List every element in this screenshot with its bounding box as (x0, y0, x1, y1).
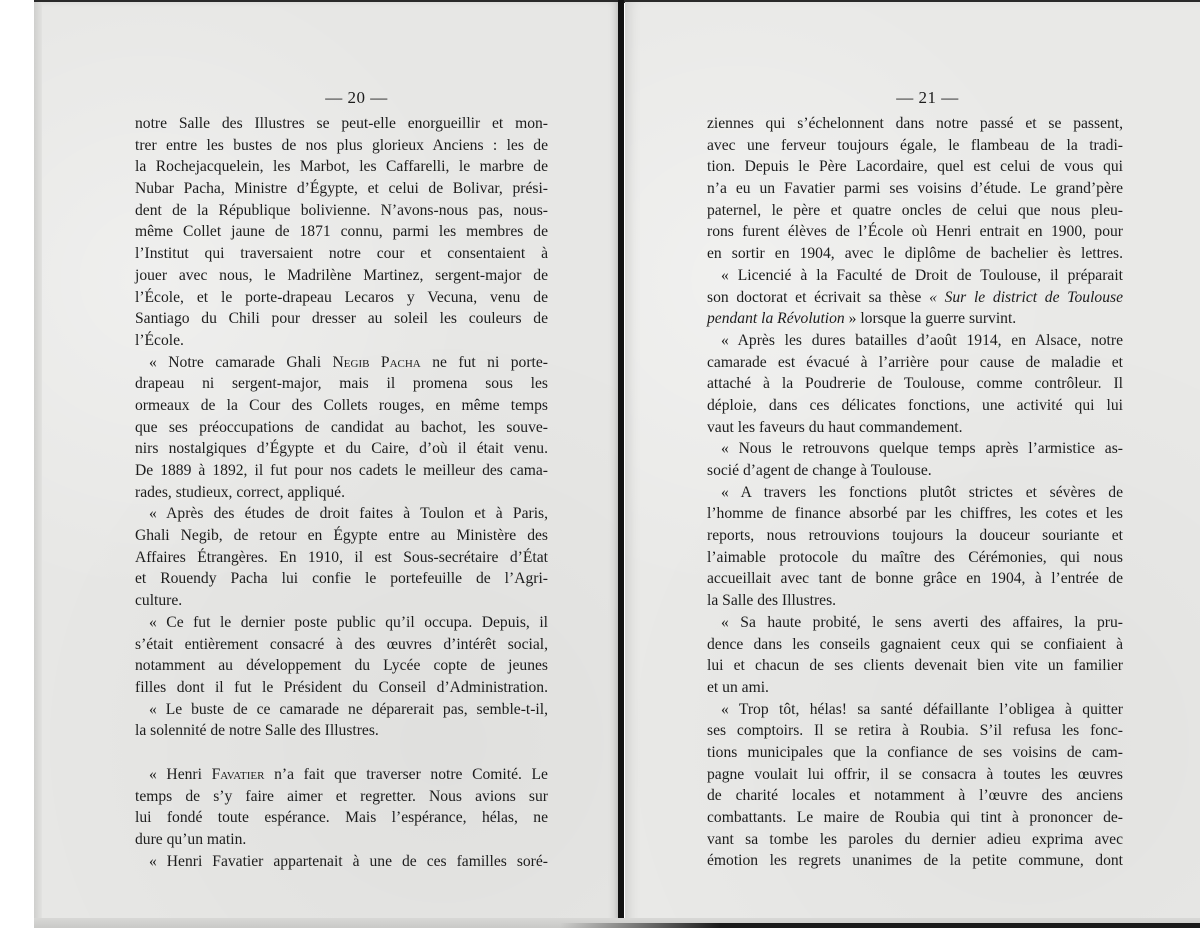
text-line: avec une ferveur toujours égale, le flambeau de la tradi- (707, 136, 1123, 154)
text-line: la Salle des Illustres. (707, 592, 837, 610)
text-line: « Après les dures batailles d’août 1914, en Alsace, notre (721, 331, 1123, 349)
text-line: rades, studieux, correct, appliqué. (135, 483, 346, 501)
text-line: et Rouendy Pacha lui confie le portefeuille de l’Agri- (135, 570, 548, 588)
left-page (34, 2, 619, 928)
text-fragment: n’a fait que traverser notre Comité. Le (264, 765, 548, 783)
text-line: dent de la République bolivienne. N’avons-nous pas, nous- (135, 201, 548, 219)
text-line: notre Salle des Illustres se peut-elle enorgueillir et mon- (135, 115, 548, 132)
text-line: déploie, dans ces délicates fonctions, une activité qui lui (707, 396, 1123, 414)
text-line: l’homme de finance absorbé par les chiffres, les cotes et les (707, 505, 1123, 523)
text-line: filles dont il fut le Président du Conseil d’Administration. (135, 678, 548, 696)
right-page-body (707, 113, 1123, 872)
text-line: en sortir en 1904, avec le diplôme de bachelier ès lettres. (707, 245, 1123, 263)
text-line: tion. Depuis le Père Lacordaire, quel est celui de vous qui (707, 158, 1123, 176)
small-caps-name: Favatier (211, 765, 265, 783)
text-line: reports, nous retrouvions toujours la douceur souriante et (707, 527, 1123, 545)
text-line: culture. (135, 592, 183, 610)
text-line: que ses préoccupations de candidat au bachot, les souve- (135, 418, 548, 436)
left-page-body (135, 113, 548, 872)
text-line: même Collet jaune de 1871 connu, parmi les membres de (135, 223, 548, 241)
text-line: nirs nostalgiques d’Égypte et du Caire, d’où il était venu. (135, 440, 548, 458)
text-line (135, 352, 548, 374)
text-fragment: « Notre camarade Ghali (149, 353, 333, 371)
text-line: accueillait avec tant de bonne grâce en 1904, à l’entrée de (707, 570, 1123, 588)
text-line: l’École. (135, 331, 184, 349)
text-line (707, 287, 1123, 309)
text-line: « Ce fut le dernier poste public qu’il occupa. Depuis, il (149, 613, 548, 631)
right-page (625, 2, 1200, 928)
text-line: temps de s’y faire aimer et regretter. Nous avions sur (135, 787, 548, 805)
italic-title: pendant la Révolution (707, 310, 845, 328)
page-number-right: — 21 — (896, 88, 959, 107)
book-gutter (618, 0, 624, 928)
text-line: « Henri Favatier appartenait à une de ces familles soré- (149, 852, 548, 870)
text-line: de charité locales et notamment à l’œuvre des anciens (707, 787, 1123, 805)
text-line: « Le buste de ce camarade ne déparerait pas, semble-t-il, (149, 700, 548, 718)
text-fragment: « Henri (149, 765, 212, 783)
text-line: dence dans les conseils gagnaient ceux qui se confiaient à (707, 635, 1123, 653)
text-line: Affaires Étrangères. En 1910, il est Sous-secrétaire d’État (135, 548, 548, 566)
text-line: Ghali Negib, de retour en Égypte entre au Ministère des (135, 527, 548, 545)
text-line: drapeau ni sergent-major, mais il promena sous les (135, 375, 548, 393)
text-line: n’a eu un Favatier parmi ses voisins d’étude. Le grand’père (707, 180, 1123, 198)
text-line: s’était entièrement consacré à des œuvres d’intérêt social, (135, 635, 548, 653)
text-line: « Trop tôt, hélas! sa santé défaillante l’obligea à quitter (721, 700, 1123, 718)
text-line: vaut les faveurs du haut commandement. (707, 418, 963, 436)
text-line: tions municipales que la confiance de ses voisins de cam- (707, 743, 1123, 761)
text-line: Santiago du Chili pour dresser au soleil les couleurs de (135, 310, 548, 328)
text-line: jouer avec nous, le Madrilène Martinez, sergent-major de (135, 266, 548, 284)
text-line: et un ami. (707, 678, 769, 696)
italic-title: « Sur le district de Toulouse (929, 288, 1123, 306)
text-line: rons furent élèves de l’École où Henri entrait en 1900, pour (707, 223, 1123, 241)
text-line: « Sa haute probité, le sens averti des affaires, la pru- (721, 613, 1123, 631)
text-line: lui et chacun de ses clients devenait bien vite un familier (707, 657, 1123, 675)
text-line: la Rochejacquelein, les Marbot, les Caffarelli, le marbre de (135, 158, 548, 176)
text-line (707, 308, 1123, 330)
text-line: dure qu’un matin. (135, 831, 247, 848)
text-line: paternel, le père et quatre oncles de celui que nous pleu- (707, 201, 1123, 219)
scan-bottom-shadow (560, 923, 1200, 928)
text-line: « Après des études de droit faites à Toulon et à Paris, (149, 505, 548, 523)
text-line: « Licencié à la Faculté de Droit de Toulouse, il préparait (721, 266, 1123, 284)
text-line: l’Institut qui traversaient notre cour et consentaient à (135, 245, 548, 263)
text-fragment: ne fut ni porte- (420, 353, 548, 371)
left-page-edge (34, 2, 42, 920)
text-line: l’aimable protocole du maître des Cérémonies, qui nous (707, 548, 1123, 566)
paragraph-gap (135, 742, 548, 764)
text-line: notamment au développement du Lycée copte de jeunes (135, 657, 548, 675)
text-line: pagne voulait lui offrir, il se consacra à toutes les œuvres (707, 765, 1123, 783)
small-caps-name: Negib Pacha (332, 353, 421, 371)
text-line: vant sa tombe les paroles du dernier adieu exprima avec (707, 830, 1123, 848)
text-fragment: » lorsque la guerre survint. (844, 310, 1017, 328)
text-line: ziennes qui s’échelonnent dans notre passé et se passent, (707, 115, 1123, 132)
text-line: la solennité de notre Salle des Illustres. (135, 722, 379, 740)
text-line: lui fondé toute espérance. Mais l’espérance, hélas, ne (135, 809, 548, 827)
text-line: De 1889 à 1892, il fut pour nos cadets le meilleur des cama- (135, 462, 548, 479)
text-line: émotion les regrets unanimes de la petite commune, dont (707, 852, 1123, 870)
page-number-left: — 20 — (325, 88, 388, 107)
text-line: ses comptoirs. Il se retira à Roubia. S’il refusa les fonc- (707, 722, 1123, 740)
text-line: camarade est évacué à l’arrière pour cause de maladie et (707, 353, 1123, 371)
text-line: ormeaux de la Cour des Collets rouges, en même temps (135, 396, 548, 414)
text-line: « A travers les fonctions plutôt strictes et sévères de (721, 483, 1123, 501)
text-line: socié d’agent de change à Toulouse. (707, 462, 932, 479)
text-line: attaché à la Poudrerie de Toulouse, comme contrôleur. Il (707, 375, 1123, 393)
text-fragment: son doctorat et écrivait sa thèse (707, 288, 930, 306)
text-line: trer entre les bustes de nos plus glorieux Anciens : les de (135, 136, 548, 154)
text-line: Nubar Pacha, Ministre d’Égypte, et celui de Bolivar, prési- (135, 180, 548, 198)
text-line: combattants. Le maire de Roubia qui tint à prononcer de- (707, 809, 1123, 826)
text-line (135, 764, 548, 786)
text-line: l’École, et le porte-drapeau Lecaros y Vecuna, venu de (135, 288, 548, 306)
text-line: « Nous le retrouvons quelque temps après l’armistice as- (721, 440, 1123, 458)
